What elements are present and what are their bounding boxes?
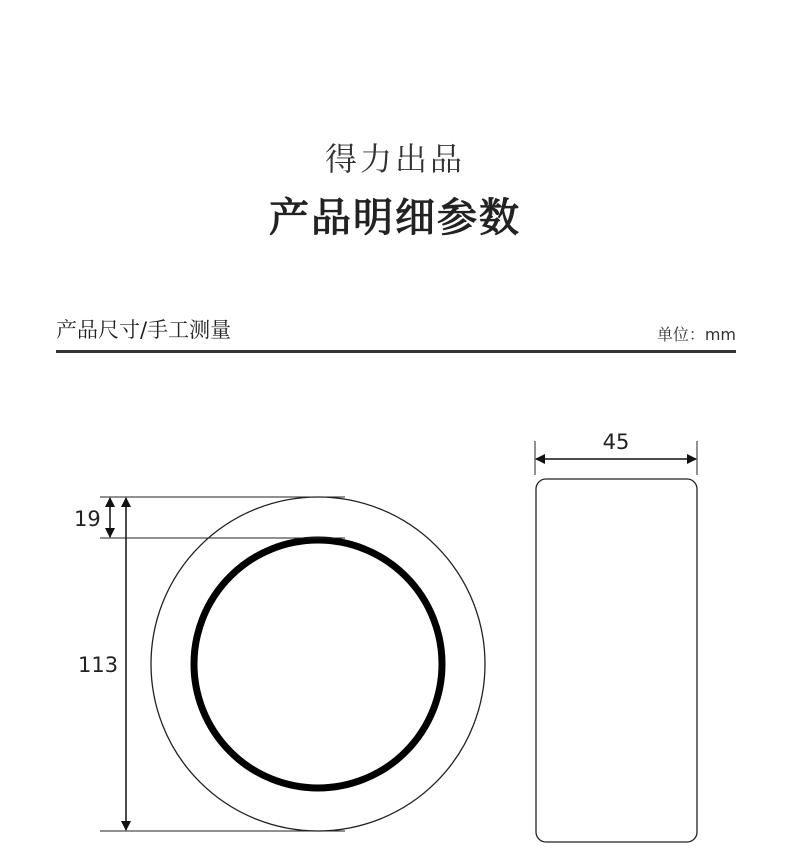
title-main: 产品明细 bbox=[269, 195, 437, 241]
outer-diameter-label: 113 bbox=[78, 653, 119, 677]
width-label: 45 bbox=[602, 430, 630, 454]
side-view bbox=[151, 497, 485, 831]
section-label: 产品尺寸/手工测量 bbox=[56, 318, 232, 342]
unit-label: 单位：mm bbox=[656, 325, 736, 344]
wall-thickness-label: 19 bbox=[74, 507, 101, 531]
title-highlight: 参数 bbox=[437, 186, 521, 243]
front-view bbox=[536, 479, 697, 842]
inner-core-circle bbox=[194, 540, 442, 788]
outer-circle bbox=[151, 497, 485, 831]
extension-lines bbox=[100, 441, 697, 831]
brand-line: 得力出品 bbox=[324, 140, 465, 178]
